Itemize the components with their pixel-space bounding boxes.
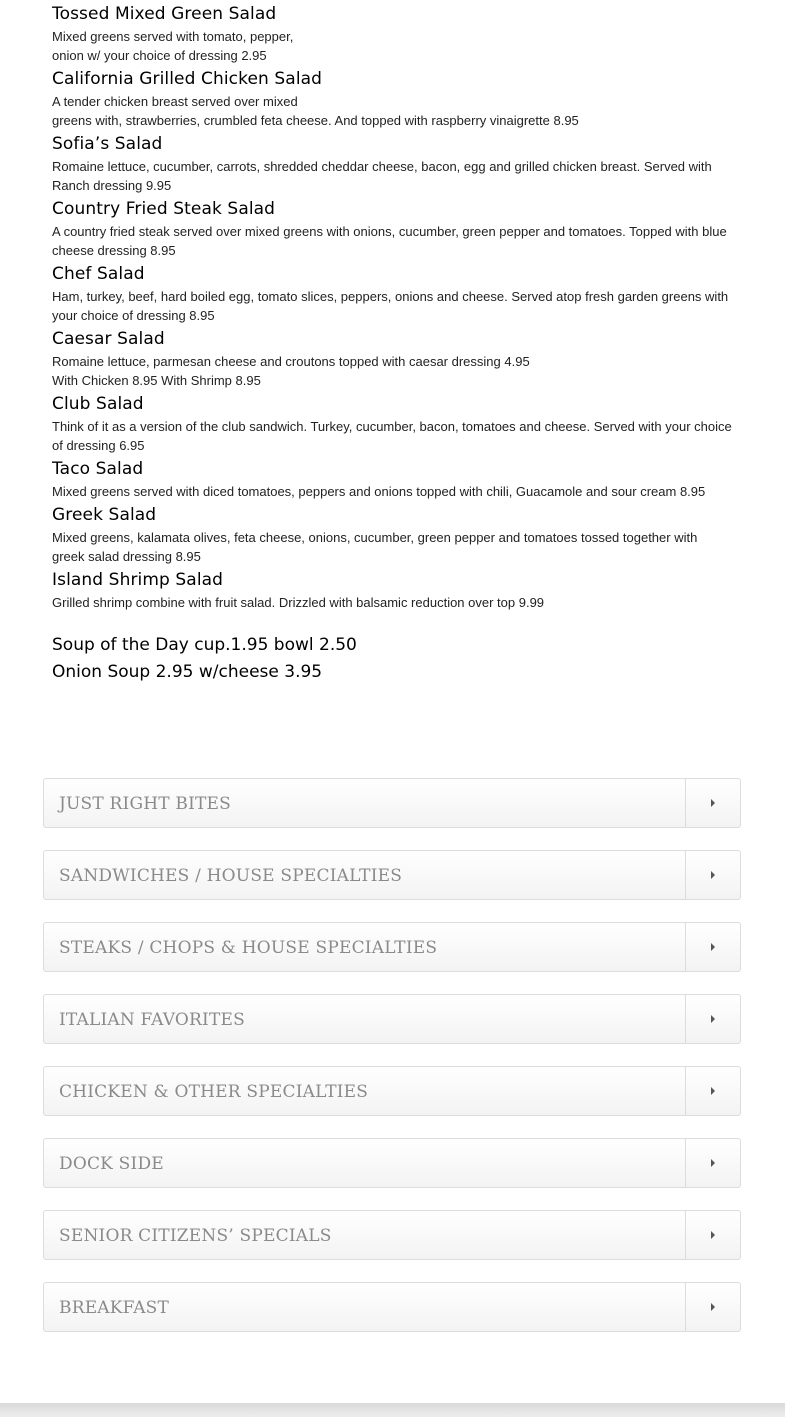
section-label: STEAKS / CHOPS & HOUSE SPECIALTIES [59,938,438,958]
section-label: SANDWICHES / HOUSE SPECIALTIES [59,866,403,886]
caret-right-icon [711,799,715,807]
section-label: SENIOR CITIZENS’ SPECIALS [59,1226,332,1246]
salad-name: Sofia’s Salad [52,134,163,154]
salad-item [52,133,742,195]
expand-toggle-button[interactable] [685,923,740,971]
salad-description: Think of it as a version of the club sandwich. Turkey, cucumber, bacon, tomatoes and cheese. Served with your choice of dressing 6.95 [52,419,732,453]
salad-item [52,569,742,612]
salad-item [52,393,742,455]
salad-menu [52,0,742,686]
onion-soup: Onion Soup 2.95 w/cheese 3.95 [52,662,323,682]
salad-description: A tender chicken breast served over mixed greens with, strawberries, crumbled feta cheese. And topped with raspberry vinaigrette 8.95 [52,94,579,128]
salad-description: Romaine lettuce, cucumber, carrots, shredded cheddar cheese, bacon, egg and grilled chicken breast. Served with Ranch dressing 9.95 [52,159,712,193]
caret-right-icon [711,943,715,951]
salad-name: Island Shrimp Salad [52,570,224,590]
salad-item [52,263,742,325]
salad-description: Ham, turkey, beef, hard boiled egg, tomato slices, peppers, onions and cheese. Served atop fresh garden greens with your choice of dressing 8.95 [52,289,729,323]
expand-toggle-button[interactable] [685,1283,740,1331]
caret-right-icon [711,871,715,879]
section-dock-side[interactable] [43,1138,741,1188]
salad-item [52,3,742,65]
salad-item [52,328,742,390]
expand-toggle-button[interactable] [685,1139,740,1187]
salad-description: Mixed greens served with tomato, pepper, onion w/ your choice of dressing 2.95 [52,29,294,63]
section-label: BREAKFAST [59,1298,170,1318]
salad-description: Romaine lettuce, parmesan cheese and croutons topped with caesar dressing 4.95 With Chicken 8.95 With Shrimp 8.95 [52,354,530,388]
expand-toggle-button[interactable] [685,1211,740,1259]
salad-name: Caesar Salad [52,329,165,349]
footer-bar [0,1403,785,1417]
caret-right-icon [711,1015,715,1023]
expand-toggle-button[interactable] [685,1067,740,1115]
section-chicken-specialties[interactable] [43,1066,741,1116]
salad-item [52,198,742,260]
section-label: JUST RIGHT BITES [59,794,231,814]
expand-toggle-button[interactable] [685,779,740,827]
section-label: CHICKEN & OTHER SPECIALTIES [59,1082,369,1102]
salad-item [52,458,742,501]
section-italian-favorites[interactable] [43,994,741,1044]
salad-name: Taco Salad [52,459,144,479]
section-sandwiches[interactable] [43,850,741,900]
soup-of-the-day: Soup of the Day cup.1.95 bowl 2.50 [52,635,357,655]
section-senior-specials[interactable] [43,1210,741,1260]
salad-description: A country fried steak served over mixed greens with onions, cucumber, green pepper and tomatoes. Topped with blue cheese dressing 8.95 [52,224,727,258]
salad-name: Country Fried Steak Salad [52,199,276,219]
caret-right-icon [711,1303,715,1311]
section-label: ITALIAN FAVORITES [59,1010,245,1030]
salad-description: Mixed greens, kalamata olives, feta cheese, onions, cucumber, green pepper and tomatoes tossed together with greek salad dressing 8.95 [52,530,698,564]
expand-toggle-button[interactable] [685,995,740,1043]
salad-name: California Grilled Chicken Salad [52,69,323,89]
section-just-right-bites[interactable] [43,778,741,828]
expand-toggle-button[interactable] [685,851,740,899]
salad-name: Club Salad [52,394,144,414]
caret-right-icon [711,1159,715,1167]
salad-name: Greek Salad [52,505,157,525]
salad-description: Mixed greens served with diced tomatoes, peppers and onions topped with chili, Guacamole and sour cream 8.95 [52,484,706,499]
salad-name: Tossed Mixed Green Salad [52,4,277,24]
salad-item [52,504,742,566]
salad-item [52,68,742,130]
salad-description: Grilled shrimp combine with fruit salad. Drizzled with balsamic reduction over top 9.99 [52,595,545,610]
section-breakfast[interactable] [43,1282,741,1332]
section-steaks-chops[interactable] [43,922,741,972]
section-label: DOCK SIDE [59,1154,164,1174]
salad-name: Chef Salad [52,264,145,284]
caret-right-icon [711,1087,715,1095]
caret-right-icon [711,1231,715,1239]
